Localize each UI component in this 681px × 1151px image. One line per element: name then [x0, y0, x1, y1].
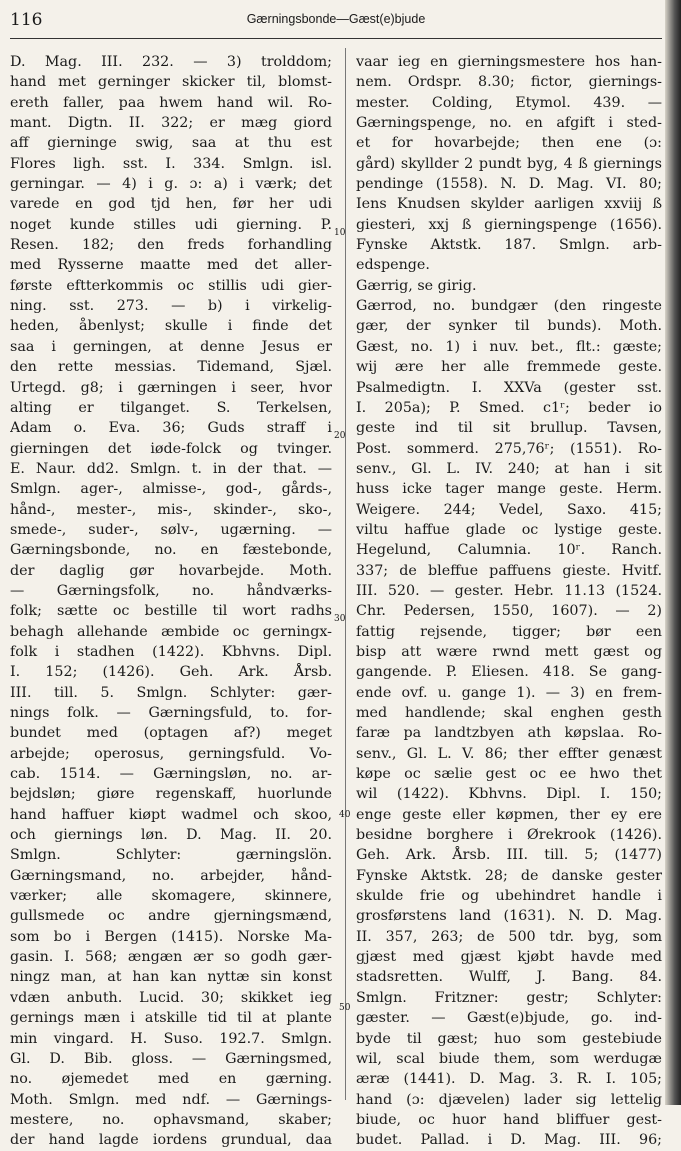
line-number-marker: 10 — [334, 228, 346, 238]
text-line: Gærrod, no. bundgær (den ringeste — [356, 298, 662, 315]
text-line: Flores ligh. sst. I. 334. Smlgn. isl. — [10, 155, 332, 172]
text-line: gæster. — Gæst(e)bjude, go. ind- — [356, 1010, 662, 1027]
text-line: Smlgn. Schlyter: gærningslön. — [10, 847, 332, 864]
text-line: Weigere. 244; Vedel, Saxo. 415; — [356, 501, 662, 518]
text-line: gasin. I. 568; ængæn ær so godh gær- — [10, 949, 332, 966]
text-line: Fynske Aktstk. 28; de danske gester — [356, 867, 662, 884]
text-line: som bo i Bergen (1415). Norske Ma- — [10, 928, 332, 945]
text-line: besidne borghere i Ørekrook (1426). — [356, 827, 662, 844]
text-line: gær, der synker til bunds). Moth. — [356, 318, 662, 335]
text-line: nings folk. — Gærningsfuld, to. for- — [10, 705, 332, 721]
text-line: der hand lagde iordens grundual, daa — [10, 1132, 332, 1149]
text-line: Geh. Ark. Årsb. III. till. 5; (1477) — [356, 847, 662, 864]
text-line: Smlgn. ager-, almisse-, god-, gårds-, — [10, 481, 332, 498]
text-line: Smlgn. Fritzner: gestr; Schlyter: — [356, 989, 662, 1006]
line-number-marker: 40 — [339, 810, 351, 820]
text-line: I. 205a); P. Smed. c1ʳ; beder io — [356, 399, 662, 416]
text-line: fattig rejsende, tigger; bør een — [356, 623, 662, 640]
text-line: vdæn anbuth. Lucid. 30; skikket ieg — [10, 989, 332, 1006]
column-divider — [345, 48, 346, 1100]
text-line: saa i gerningen, at denne Jesus er — [10, 338, 332, 355]
text-line: ende ovf. u. gange 1). — 3) en frem- — [356, 684, 662, 701]
page-edge-shadow — [665, 0, 681, 1105]
text-line: varede en god tjd hen, før her udi — [10, 196, 332, 213]
text-line: mant. Digtn. II. 322; er mæg giord — [10, 115, 332, 132]
text-line: hand haffuer kiøpt wadmel och skoo, — [10, 806, 332, 823]
text-line: wil, scal biude them, som werdugæ — [356, 1050, 662, 1067]
text-line: huss icke tager mange geste. Herm. — [356, 481, 662, 498]
text-line: Hegelund, Calumnia. 10ʳ. Ranch. — [356, 542, 662, 559]
text-line: faræ pa landtzbyen ath køpslaa. Ro- — [356, 725, 662, 742]
text-line: med Rysserne maatte med det aller- — [10, 257, 332, 274]
text-line: mestere, no. ophavsmand, skaber; — [10, 1111, 332, 1128]
text-line: folk; sætte oc bestille til wort radhs — [10, 603, 332, 620]
text-line: mester. Colding, Etymol. 439. — — [356, 94, 662, 111]
text-line: wij ære her alle fremmede geste. — [356, 359, 662, 376]
text-line: den rette messias. Tidemand, Sjæl. — [10, 359, 332, 376]
text-line: 337; de bleffue paffuens gieste. Hvitf. — [356, 562, 662, 579]
header-rule — [10, 38, 662, 39]
text-line: køpe oc sælie gest oc ee hwo thet — [356, 766, 662, 783]
page-header — [10, 6, 662, 36]
text-line: Psalmedigtn. I. XXVa (gester sst. — [356, 379, 662, 396]
text-line: Gærningspenge, no. en afgift i sted- — [356, 115, 662, 132]
text-line: byde til gæst; huo som gestebiude — [356, 1030, 662, 1047]
text-line: første eftterkommis oc stillis udi gier- — [10, 277, 332, 294]
text-line: værker; alle skomagere, skinnere, — [10, 888, 332, 905]
text-line: alting er tilganget. S. Terkelsen, — [10, 399, 332, 416]
text-line: edspenge. — [356, 257, 430, 274]
text-line: skulde frie og ubehindret handle i — [356, 888, 662, 905]
text-line: hånd-, mester-, mis-, skinder-, sko-, — [10, 501, 332, 518]
text-line: nem. Ordspr. 8.30; fictor, giernings- — [356, 74, 662, 91]
text-line: Gæst, no. 1) i nuv. bet., flt.: gæste; — [356, 338, 662, 355]
text-line: viltu haffue glade oc lystige geste. — [356, 521, 662, 538]
text-line: arbejde; operosus, gerningsfuld. Vo- — [10, 745, 332, 762]
text-line: II. 357, 263; de 500 tdr. byg, som — [356, 928, 662, 945]
text-line: senv., Gl. L. IV. 240; at han i sit — [356, 460, 662, 477]
text-line: Urtegd. g8; i gærningen i seer, hvor — [10, 379, 332, 396]
text-line: Adam o. Eva. 36; Guds straff i — [10, 420, 332, 437]
text-line: Iens Knudsen skylder aarligen xxviij ß — [356, 196, 662, 213]
running-head: Gærningsbonde—Gæst(e)bjude — [246, 12, 426, 26]
text-line: gangende. P. Eliesen. 418. Se gang- — [356, 664, 662, 681]
text-line: ning. sst. 273. — b) i virkelig- — [10, 298, 332, 315]
text-line: Gl. D. Bib. gloss. — Gærningsmed, — [10, 1050, 332, 1067]
text-line: vaar ieg en gierningsmestere hos han- — [356, 54, 662, 70]
text-line: aff gierninge swig, saa at thu est — [10, 135, 332, 152]
text-line: Gærrig, se girig. — [356, 277, 477, 294]
text-line: stadsretten. Wulff, J. Bang. 84. — [356, 969, 662, 986]
text-line: smede-, suder-, sølv-, ugærning. — — [10, 521, 332, 538]
right-column — [356, 52, 662, 1151]
text-line: gullsmede oc andre gjerningsmænd, — [10, 908, 332, 925]
text-line: gjæst med gjæst kjøbt havde med — [356, 949, 662, 966]
text-line: hand met gerninger skicker til, blomst- — [10, 74, 332, 91]
text-line: hand (ɔ: djævelen) lader sig lettelig — [356, 1091, 662, 1108]
page-number: 116 — [10, 10, 43, 30]
text-line: bisp att wære rwnd mett gæst og — [356, 643, 662, 660]
text-line: I. 152; (1426). Geh. Ark. Årsb. — [10, 664, 332, 681]
text-line: ningz man, at han kan nyttæ sin konst — [10, 969, 332, 986]
left-column — [10, 52, 332, 1151]
text-line: bundet med (optagen af?) meget — [10, 725, 332, 742]
text-line: wil (1422). Kbhvns. Dipl. I. 150; — [356, 786, 662, 803]
text-line: III. 520. — gester. Hebr. 11.13 (1524. — [356, 582, 662, 599]
text-line: budet. Pallad. i D. Mag. III. 96; — [356, 1132, 662, 1149]
text-line: III. till. 5. Smlgn. Schlyter: gær- — [10, 684, 332, 701]
text-line: min vingard. H. Suso. 192.7. Smlgn. — [10, 1030, 332, 1047]
text-line: Moth. Smlgn. med ndf. — Gærnings- — [10, 1091, 332, 1108]
text-line: Post. sommerd. 275,76ʳ; (1551). Ro- — [356, 440, 662, 457]
line-number-marker: 20 — [334, 431, 346, 441]
text-line: ereth faller, paa hwem hand wil. Ro- — [10, 94, 332, 111]
text-line: Chr. Pedersen, 1550, 1607). — 2) — [356, 603, 662, 620]
text-line: Fynske Aktstk. 187. Smlgn. arb- — [356, 237, 662, 254]
text-line: no. øjemedet med en gærning. — [10, 1071, 332, 1088]
text-line: och giernings løn. D. Mag. II. 20. — [10, 827, 332, 844]
line-number-marker: 30 — [334, 614, 346, 624]
text-line: gierningen det iøde-folck og tvinger. — [10, 440, 332, 457]
text-line: giesteri, xxj ß gierningspenge (1656). — [356, 216, 662, 233]
text-line: gård) skyllder 2 pundt byg, 4 ß giernings — [356, 155, 662, 172]
text-line: D. Mag. III. 232. — 3) trolddom; — [10, 54, 332, 70]
text-line: bejdsløn; giøre regenskaff, huorlunde — [10, 786, 332, 803]
text-line: geste ind til sit brullup. Tavsen, — [356, 420, 662, 437]
text-line: Gærningsbonde, no. en fæstebonde, — [10, 542, 332, 559]
line-number-marker: 50 — [339, 1003, 351, 1013]
text-line: noget kunde stilles udi gierning. P. — [10, 216, 332, 233]
text-line: heden, åbenlyst; skulle i finde det — [10, 318, 332, 335]
text-line: et for hovarbejde; then ene (ɔ: — [356, 135, 662, 152]
text-line: æræ (1441). D. Mag. 3. R. I. 105; — [356, 1071, 662, 1088]
text-line: folk i stadhen (1422). Kbhvns. Dipl. — [10, 643, 332, 660]
text-line: biude, oc huor hand bliffuer gest- — [356, 1111, 662, 1128]
text-line: Gærningsmand, no. arbejder, hånd- — [10, 867, 332, 884]
text-line: Resen. 182; den freds forhandling — [10, 237, 332, 254]
text-line: gernings mæn i atskille tid til at plante — [10, 1010, 332, 1027]
text-line: pendinge (1558). N. D. Mag. VI. 80; — [356, 176, 662, 193]
text-line: E. Naur. dd2. Smlgn. t. in der that. — — [10, 460, 332, 477]
text-line: — Gærningsfolk, no. håndværks- — [10, 582, 332, 599]
text-line: grosførstens land (1631). N. D. Mag. — [356, 908, 662, 925]
text-line: enge geste eller køpmen, ther ey ere — [356, 806, 662, 823]
text-line: gerningar. — 4) i g. ɔ: a) i værk; det — [10, 176, 332, 193]
text-line: cab. 1514. — Gærningsløn, no. ar- — [10, 766, 332, 783]
text-line: behagh allehande æmbide oc gerningx- — [10, 623, 332, 640]
text-line: med handlende; skal enghen gesth — [356, 705, 662, 721]
text-line: senv., Gl. L. V. 86; ther effter genæst — [356, 745, 662, 762]
text-line: der daglig gør hovarbejde. Moth. — [10, 562, 332, 579]
